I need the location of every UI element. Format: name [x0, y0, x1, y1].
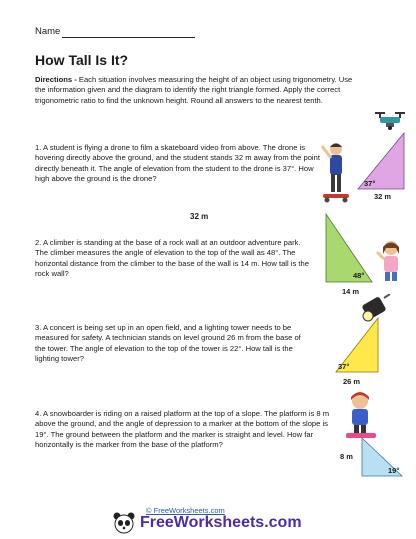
page-title: How Tall Is It? [35, 52, 129, 68]
question-2: 2. A climber is standing at the base of a rock wall at an outdoor adventure park. The climber measures the angle of elevation to the top of the wall as 48°. The horizontal distance from the climber to the base of the wall is 14 m. How tall is the rock wall? [35, 238, 309, 279]
answer-caption: 32 m [190, 212, 209, 221]
skateboarder-figure [318, 140, 354, 206]
triangle-1-angle: 37° [364, 179, 376, 188]
question-4: 4. A snowboarder is riding on a raised platform at the top of a slope. The platform is 8 m above the ground, and the angle of depression to a marker at the bottom of the slope is 19°. The ground between the platform and the marker is straight and level. How far horizontally is the marker from the base of the platform? [35, 409, 330, 450]
snowboarder-figure [342, 391, 380, 441]
triangle-3-angle: 37° [338, 362, 350, 371]
triangle-3-side: 26 m [343, 377, 361, 386]
directions-text: Each situation involves measuring the height of an object using trigonometry. Use the information given and the diagram to identify the right triangle formed. Apply the correct trigonometric ratio to find the unknown height. Round all answers to the nearest tenth. [35, 75, 353, 105]
triangle-2-angle: 48° [353, 271, 365, 280]
question-3: 3. A concert is being set up in an open field, and a lighting tower needs to be measured for safety. A technician stands on level ground 26 m from the base of the tower. The angle of elevation to the top of the tower is 22°. How tall is the lighting tower? [35, 323, 301, 364]
brand-logo-text[interactable]: FreeWorksheets.com [140, 514, 302, 531]
footer-link[interactable]: © FreeWorksheets.com [146, 506, 225, 515]
climber-figure [375, 238, 407, 282]
triangle-4-angle: 19° [388, 466, 400, 475]
question-1: 1. A student is flying a drone to film a skateboard video from above. The drone is hovering directly above the ground, and the student stands 32 m away from the point directly beneath it. The angle of elevation from the student to the drone is 37°. How high above the ground is the drone? [35, 143, 320, 184]
drone-icon [374, 110, 406, 132]
name-line [62, 37, 195, 38]
triangle-4-side: 8 m [340, 452, 353, 461]
panda-logo-icon [112, 512, 136, 534]
directions-lead: Directions - [35, 75, 79, 84]
name-label: Name [35, 26, 61, 37]
triangle-2 [324, 212, 374, 284]
triangle-2-side: 14 m [342, 287, 360, 296]
directions [35, 75, 362, 106]
triangle-1-side: 32 m [374, 192, 392, 201]
